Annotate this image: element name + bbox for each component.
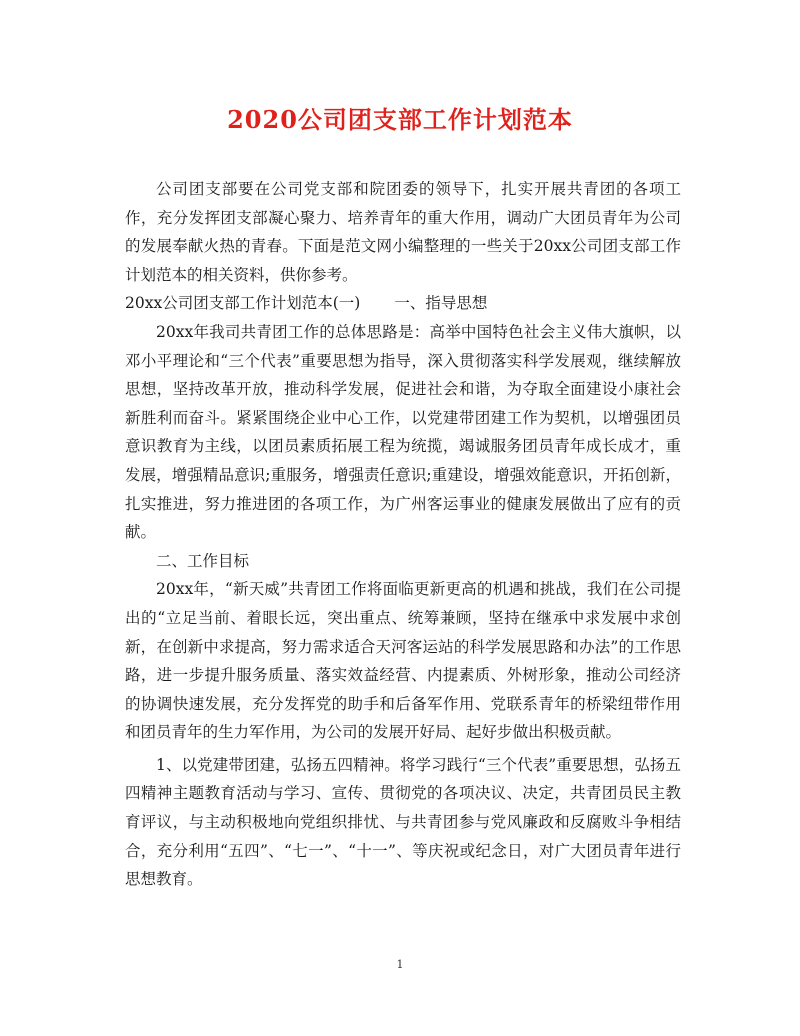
page-number: 1 (396, 958, 404, 971)
section-heading-row (125, 289, 681, 318)
heading-guiding-ideology: 一、指导思想 (394, 294, 488, 313)
document-body (125, 175, 681, 894)
heading-work-goals: 二、工作目标 (156, 551, 250, 570)
section-title: 20xx公司团支部工作计划范本(一) (125, 294, 361, 313)
work-goals-paragraph: 20xx年，“新天威”共青团工作将面临更新更高的机遇和挑战，我们在公司提出的“立足当前、着眼长远，突出重点、统筹兼顾，坚持在继承中求发展中求创新，在创新中求提高，努力需求适合天河客运站的科学发展思路和办法”的工作思路，进一步提升服务质量、落实效益经营、内提素质、外树形象，推动公司经济的协调快速发展，充分发挥党的助手和后备军作用、党联系青年的桥梁纽带作用和团员青年的生力军作用，为公司的发展开好局、起好步做出积极贡献。 (125, 580, 681, 742)
intro-paragraph: 公司团支部要在公司党支部和院团委的领导下，扎实开展共青团的各项工作，充分发挥团支部凝心聚力、培养青年的重大作用，调动广大团员青年为公司的发展奉献火热的青春。下面是范文网小编整理的一些关于20xx公司团支部工作计划范本的相关资料，供你参考。 (125, 180, 681, 284)
item-1-paragraph: 1、以党建带团建，弘扬五四精神。将学习践行“三个代表”重要思想，弘扬五四精神主题教育活动与学习、宣传、贯彻党的各项决议、决定，共青团员民主教育评议，与主动积极地向党组织排忧、与共青团参与党风廉政和反腐败斗争相结合，充分利用“五四”、“七一”、“十一”、等庆祝或纪念日，对广大团员青年进行思想教育。 (125, 755, 681, 889)
guiding-ideology-paragraph: 20xx年我司共青团工作的总体思路是：高举中国特色社会主义伟大旗帜，以邓小平理论和“三个代表”重要思想为指导，深入贯彻落实科学发展观，继续解放思想，坚持改革开放，推动科学发展，促进社会和谐，为夺取全面建设小康社会新胜利而奋斗。紧紧围绕企业中心工作，以党建带团建工作为契机，以增强团员意识教育为主线，以团员素质拓展工程为统揽，竭诚服务团员青年成长成才，重发展，增强精品意识;重服务，增强责任意识;重建设，增强效能意识，开拓创新，扎实推进，努力推进团的各项工作，为广州客运事业的健康发展做出了应有的贡献。 (125, 322, 681, 542)
page-title: 2020公司团支部工作计划范本 (227, 105, 573, 134)
